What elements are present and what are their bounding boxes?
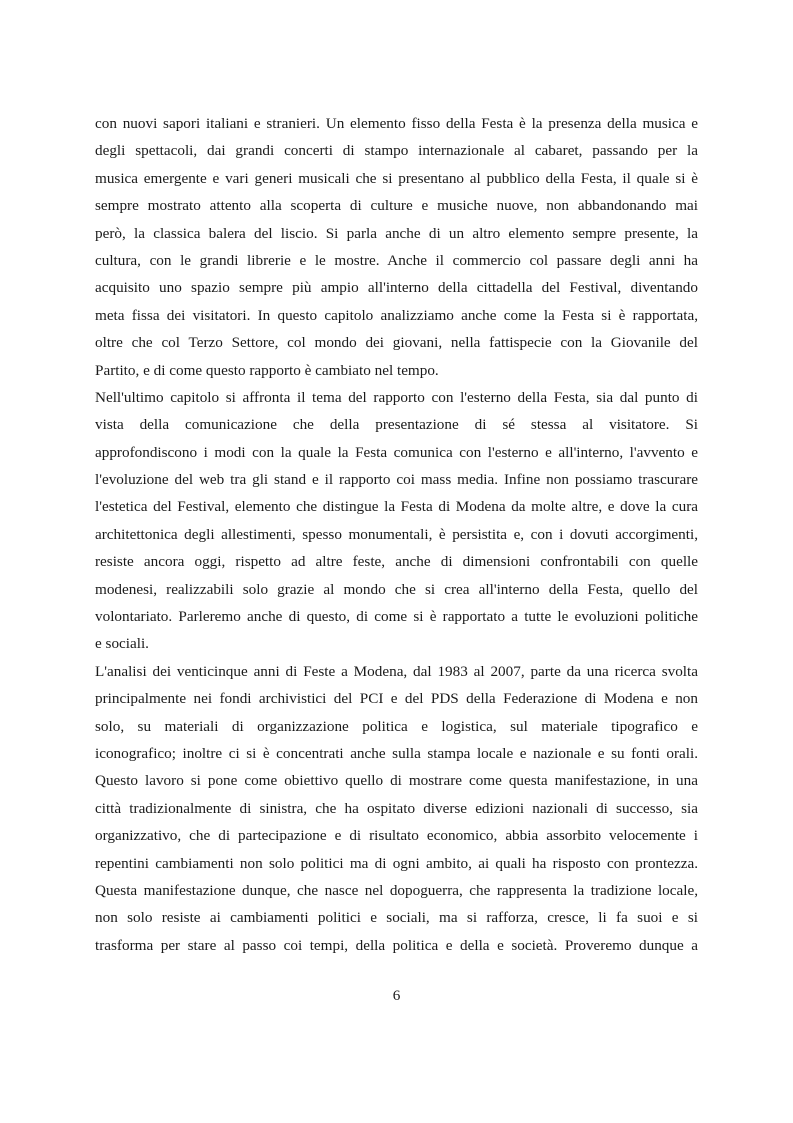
text-line: Nell'ultimo capitolo si affronta il tema del rapporto con l'esterno della Festa, sia dal punto di	[95, 388, 698, 406]
text-line: Questa manifestazione dunque, che nasce nel dopoguerra, che rappresenta la tradizione locale,	[95, 881, 698, 899]
text-line: volontariato. Parleremo anche di questo, di come si è rapportato a tutte le evoluzioni politiche	[95, 608, 698, 626]
text-line: però, la classica balera del liscio. Si parla anche di un altro elemento sempre presente, la	[95, 224, 698, 242]
text-line: acquisito uno spazio sempre più ampio all'interno della cittadella del Festival, diventando	[95, 279, 698, 297]
text-line: Questo lavoro si pone come obiettivo quello di mostrare come questa manifestazione, in una	[95, 772, 698, 790]
text-line: musica emergente e vari generi musicali che si presentano al pubblico della Festa, il quale si è	[95, 169, 698, 187]
text-line: resiste ancora oggi, rispetto ad altre feste, anche di dimensioni confrontabili con quelle	[95, 553, 698, 571]
body-text	[95, 110, 698, 959]
text-line: repentini cambiamenti non solo politici ma di ogni ambito, ai quali ha risposto con prontezza.	[95, 854, 698, 872]
text-line: principalmente nei fondi archivistici del PCI e del PDS della Federazione di Modena e non	[95, 690, 698, 708]
text-line: e sociali.	[95, 635, 149, 653]
text-line: sempre mostrato attento alla scoperta di culture e musiche nuove, non abbandonando mai	[95, 197, 698, 215]
text-line: Partito, e di come questo rapporto è cambiato nel tempo.	[95, 361, 439, 379]
text-line: iconografico; inoltre ci si è concentrati anche sulla stampa locale e nazionale e su fonti orali.	[95, 744, 698, 762]
text-line: oltre che col Terzo Settore, col mondo dei giovani, nella fattispecie con la Giovanile del	[95, 334, 698, 352]
text-line: architettonica degli allestimenti, spesso monumentali, è persistita e, con i dovuti accorgimenti,	[95, 525, 698, 543]
text-line: L'analisi dei venticinque anni di Feste a Modena, dal 1983 al 2007, parte da una ricerca svolta	[95, 662, 698, 680]
text-line: degli spettacoli, dai grandi concerti di stampo internazionale al cabaret, passando per la	[95, 142, 698, 160]
text-line: città tradizionalmente di sinistra, che ha ospitato diverse edizioni nazionali di successo, sia	[95, 799, 698, 817]
text-line: cultura, con le grandi librerie e le mostre. Anche il commercio col passare degli anni ha	[95, 251, 698, 269]
text-line: trasforma per stare al passo coi tempi, della politica e della e società. Proveremo dunque a	[95, 936, 698, 954]
page-number: 6	[392, 987, 401, 1004]
text-line: l'evoluzione del web tra gli stand e il rapporto coi mass media. Infine non possiamo trascurare	[95, 471, 698, 489]
text-line: l'estetica del Festival, elemento che distingue la Festa di Modena da molte altre, e dove la cura	[95, 498, 698, 516]
text-line: meta fissa dei visitatori. In questo capitolo analizziamo anche come la Festa si è rapportata,	[95, 306, 698, 324]
text-line: non solo resiste ai cambiamenti politici e sociali, ma si rafforza, cresce, li fa suoi e si	[95, 909, 698, 927]
text-line: vista della comunicazione che della presentazione di sé stessa al visitatore. Si	[95, 416, 698, 434]
text-line: solo, su materiali di organizzazione politica e logistica, sul materiale tipografico e	[95, 717, 698, 735]
text-line: modenesi, realizzabili solo grazie al mondo che si crea all'interno della Festa, quello del	[95, 580, 698, 598]
text-line: organizzativo, che di partecipazione e di risultato economico, abbia assorbito velocemente i	[95, 827, 698, 845]
text-line: con nuovi sapori italiani e stranieri. Un elemento fisso della Festa è la presenza della musica e	[95, 115, 698, 132]
text-line: approfondiscono i modi con la quale la Festa comunica con l'esterno e all'interno, l'avvento e	[95, 443, 698, 461]
